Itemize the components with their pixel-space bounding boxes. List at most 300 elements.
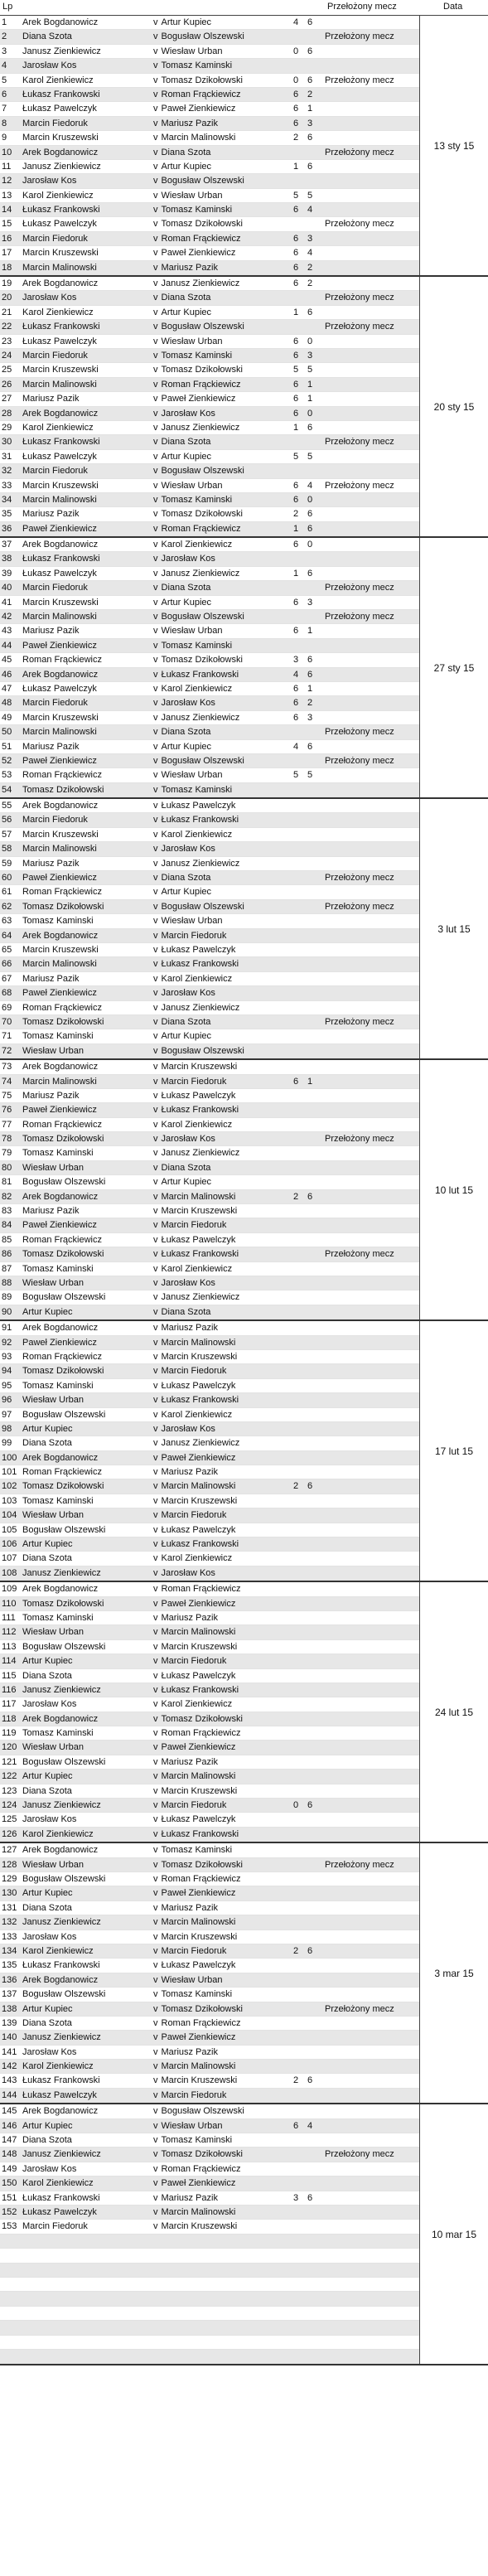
- home-player: Marcin Fiedoruk: [22, 698, 88, 709]
- table-row[interactable]: [0, 885, 488, 899]
- table-row[interactable]: [0, 1379, 488, 1393]
- away-player: [153, 1336, 294, 1350]
- table-row[interactable]: [0, 421, 488, 435]
- table-row[interactable]: [0, 493, 488, 507]
- away-player-name: Marcin Fiedoruk: [161, 1076, 227, 1087]
- home-player: Tomasz Kaminski: [22, 1031, 94, 1042]
- table-row[interactable]: [0, 74, 488, 88]
- table-row[interactable]: [0, 2017, 488, 2031]
- away-player: [153, 1625, 294, 1639]
- table-row[interactable]: [0, 320, 488, 334]
- score-home: 6: [292, 2120, 299, 2131]
- versus-marker: v: [153, 1524, 158, 1535]
- table-row[interactable]: [0, 479, 488, 493]
- away-player: [153, 1828, 294, 1842]
- match-number: 39: [2, 568, 12, 579]
- table-row[interactable]: [0, 2307, 488, 2321]
- table-row[interactable]: [0, 610, 488, 624]
- table-row[interactable]: [0, 1886, 488, 1901]
- match-number: 20: [2, 293, 12, 303]
- table-row[interactable]: [0, 828, 488, 842]
- home-player: Marcin Fiedoruk: [22, 118, 88, 128]
- table-row[interactable]: [0, 1611, 488, 1625]
- table-row[interactable]: [0, 1988, 488, 2002]
- table-row[interactable]: [0, 552, 488, 566]
- table-row[interactable]: [0, 1552, 488, 1566]
- table-row[interactable]: [0, 2235, 488, 2249]
- match-number: 143: [2, 2075, 17, 2086]
- table-row[interactable]: [0, 1799, 488, 1813]
- match-number: 119: [2, 1728, 17, 1739]
- home-player: Jarosław Kos: [22, 1814, 77, 1825]
- table-row[interactable]: [0, 2104, 488, 2118]
- away-player: [153, 450, 294, 464]
- table-row[interactable]: [0, 261, 488, 275]
- away-player-name: Marcin Fiedoruk: [161, 1945, 227, 1956]
- table-row[interactable]: [0, 16, 488, 30]
- home-player: Wiesław Urban: [22, 1627, 84, 1638]
- table-row[interactable]: [0, 2133, 488, 2147]
- table-row[interactable]: [0, 2177, 488, 2191]
- table-row[interactable]: [0, 2249, 488, 2263]
- table-row[interactable]: [0, 1683, 488, 1697]
- table-row[interactable]: [0, 768, 488, 782]
- table-row[interactable]: [0, 725, 488, 739]
- postponed-note: Przełożony mecz: [325, 1016, 394, 1027]
- score-away: 6: [307, 523, 313, 534]
- versus-marker: v: [153, 17, 158, 27]
- versus-marker: v: [153, 1423, 158, 1434]
- home-player: Wiesław Urban: [22, 1045, 84, 1056]
- versus-marker: v: [153, 2106, 158, 2117]
- home-player: Artur Kupiec: [22, 1423, 73, 1434]
- home-player: Marcin Malinowski: [22, 612, 97, 622]
- away-player-name: Paweł Zienkiewicz: [161, 1452, 236, 1463]
- away-player: [153, 2074, 294, 2088]
- match-number: 136: [2, 1974, 17, 1985]
- table-row[interactable]: [0, 1508, 488, 1523]
- score-away: 6: [307, 307, 313, 317]
- table-row[interactable]: [0, 2350, 488, 2364]
- table-row[interactable]: [0, 1233, 488, 1247]
- match-number: 82: [2, 1191, 12, 1202]
- table-row[interactable]: [0, 450, 488, 464]
- match-number: 95: [2, 1380, 12, 1391]
- score-away: 3: [307, 233, 313, 244]
- away-player: [153, 421, 294, 435]
- table-row[interactable]: [0, 464, 488, 478]
- table-row[interactable]: [0, 2046, 488, 2060]
- score-home: 6: [292, 262, 299, 273]
- score-home: 1: [292, 307, 299, 317]
- versus-marker: v: [153, 480, 158, 491]
- match-number: 2: [2, 31, 7, 42]
- away-player: [153, 1915, 294, 1930]
- table-row[interactable]: [0, 117, 488, 131]
- table-row[interactable]: [0, 1436, 488, 1450]
- table-row[interactable]: [0, 1625, 488, 1639]
- table-row[interactable]: [0, 349, 488, 363]
- table-row[interactable]: [0, 1597, 488, 1611]
- table-row[interactable]: [0, 900, 488, 914]
- table-row[interactable]: [0, 1944, 488, 1959]
- table-row[interactable]: [0, 1654, 488, 1668]
- away-player: [153, 1858, 294, 1872]
- away-player-name: Łukasz Pawelczyk: [161, 1090, 236, 1101]
- postponed-note: Przełożony mecz: [325, 2003, 394, 2014]
- versus-marker: v: [153, 1902, 158, 1913]
- away-player-name: Roman Frąckiewicz: [161, 1874, 241, 1884]
- table-row[interactable]: [0, 986, 488, 1000]
- table-row[interactable]: [0, 335, 488, 349]
- away-player-name: Tomasz Dzikołowski: [161, 1859, 243, 1870]
- table-row[interactable]: [0, 1408, 488, 1422]
- table-row[interactable]: [0, 363, 488, 377]
- table-row[interactable]: [0, 1393, 488, 1407]
- table-row[interactable]: [0, 1872, 488, 1886]
- table-row[interactable]: [0, 1089, 488, 1103]
- table-row[interactable]: [0, 1770, 488, 1784]
- match-number: 31: [2, 451, 12, 462]
- versus-marker: v: [153, 2221, 158, 2232]
- table-row[interactable]: [0, 1364, 488, 1378]
- match-number: 106: [2, 1539, 17, 1550]
- table-row[interactable]: [0, 1161, 488, 1175]
- match-number: 25: [2, 365, 12, 375]
- away-player-name: Roman Frąckiewicz: [161, 523, 241, 534]
- table-row[interactable]: [0, 45, 488, 59]
- table-row[interactable]: [0, 914, 488, 928]
- match-date: 17 lut 15: [419, 1321, 488, 1581]
- away-player-name: Marcin Malinowski: [161, 1191, 236, 1202]
- table-row[interactable]: [0, 1755, 488, 1770]
- table-row[interactable]: [0, 174, 488, 188]
- away-player: [153, 1669, 294, 1683]
- away-player-name: Diana Szota: [161, 437, 211, 448]
- table-row[interactable]: [0, 1029, 488, 1043]
- score-home: 0: [292, 1800, 299, 1811]
- table-row[interactable]: [0, 871, 488, 885]
- match-number: 12: [2, 176, 12, 186]
- table-row[interactable]: [0, 232, 488, 246]
- home-player: Arek Bogdanowicz: [22, 408, 99, 419]
- table-row[interactable]: [0, 1813, 488, 1827]
- away-player: [153, 1523, 294, 1537]
- table-row[interactable]: [0, 1001, 488, 1015]
- away-player: [153, 596, 294, 610]
- versus-marker: v: [153, 1859, 158, 1870]
- table-row[interactable]: [0, 2191, 488, 2206]
- table-row[interactable]: [0, 2031, 488, 2045]
- match-number: 23: [2, 336, 12, 346]
- table-row[interactable]: [0, 1901, 488, 1915]
- table-row[interactable]: [0, 1726, 488, 1741]
- home-player: Janusz Zienkiewicz: [22, 1684, 101, 1695]
- away-player: [153, 1044, 294, 1058]
- table-row[interactable]: [0, 2060, 488, 2074]
- home-player: Tomasz Dzikołowski: [22, 1598, 104, 1609]
- table-row[interactable]: [0, 1973, 488, 1988]
- away-player: [153, 2278, 294, 2292]
- table-row[interactable]: [0, 189, 488, 203]
- table-row[interactable]: [0, 1247, 488, 1261]
- table-row[interactable]: [0, 668, 488, 682]
- table-row[interactable]: [0, 2119, 488, 2133]
- score-home: 6: [292, 698, 299, 709]
- away-player: [153, 885, 294, 899]
- table-row[interactable]: [0, 538, 488, 552]
- table-row[interactable]: [0, 783, 488, 797]
- table-row[interactable]: [0, 1015, 488, 1029]
- match-number: 147: [2, 2135, 17, 2146]
- table-row[interactable]: [0, 1060, 488, 1074]
- table-row[interactable]: [0, 581, 488, 595]
- table-row[interactable]: [0, 1915, 488, 1930]
- home-player: Karol Zienkiewicz: [22, 2061, 94, 2072]
- table-row[interactable]: [0, 711, 488, 725]
- table-row[interactable]: [0, 1930, 488, 1944]
- away-player-name: Marcin Fiedoruk: [161, 1510, 227, 1521]
- table-row[interactable]: [0, 1321, 488, 1335]
- table-row[interactable]: [0, 2206, 488, 2220]
- match-week-group: [0, 1843, 488, 2104]
- away-player-name: Jarosław Kos: [161, 1134, 215, 1145]
- table-row[interactable]: [0, 754, 488, 768]
- table-row[interactable]: [0, 653, 488, 667]
- away-player-name: Tomasz Dzikołowski: [161, 75, 243, 85]
- match-number: 100: [2, 1452, 17, 1463]
- match-number: 15: [2, 219, 12, 230]
- table-row[interactable]: [0, 1669, 488, 1683]
- table-row[interactable]: [0, 1103, 488, 1117]
- table-row[interactable]: [0, 972, 488, 986]
- away-player: [153, 102, 294, 116]
- away-player: [153, 117, 294, 131]
- away-player-name: Wiesław Urban: [161, 190, 223, 201]
- away-player: [153, 1566, 294, 1581]
- match-number: 22: [2, 322, 12, 332]
- versus-marker: v: [153, 1684, 158, 1695]
- table-row[interactable]: [0, 1858, 488, 1872]
- away-player-name: Jarosław Kos: [161, 844, 215, 855]
- table-row[interactable]: [0, 2089, 488, 2103]
- table-row[interactable]: [0, 943, 488, 957]
- score-home: 3: [292, 655, 299, 666]
- table-row[interactable]: [0, 1582, 488, 1596]
- table-row[interactable]: [0, 1305, 488, 1319]
- match-number: 58: [2, 844, 12, 855]
- home-player: Paweł Zienkiewicz: [22, 1105, 97, 1116]
- table-row[interactable]: [0, 1566, 488, 1581]
- table-row[interactable]: [0, 1741, 488, 1755]
- versus-marker: v: [153, 133, 158, 143]
- versus-marker: v: [153, 176, 158, 186]
- score-home: 1: [292, 422, 299, 433]
- header-przelozony: Przełożony mecz: [327, 2, 397, 12]
- versus-marker: v: [153, 1828, 158, 1839]
- table-row[interactable]: [0, 2002, 488, 2017]
- table-row[interactable]: [0, 1697, 488, 1712]
- table-row[interactable]: [0, 146, 488, 160]
- table-row[interactable]: [0, 842, 488, 856]
- home-player: Wiesław Urban: [22, 1859, 84, 1870]
- away-player-name: Marcin Fiedoruk: [161, 2089, 227, 2100]
- versus-marker: v: [153, 1612, 158, 1623]
- table-row[interactable]: [0, 596, 488, 610]
- versus-marker: v: [153, 1627, 158, 1638]
- table-row[interactable]: [0, 2264, 488, 2278]
- away-player-name: Tomasz Dzikołowski: [161, 219, 243, 230]
- table-row[interactable]: [0, 217, 488, 231]
- home-player: Paweł Zienkiewicz: [22, 1337, 97, 1348]
- table-row[interactable]: [0, 1132, 488, 1146]
- table-row[interactable]: [0, 1075, 488, 1089]
- table-row[interactable]: [0, 1784, 488, 1799]
- table-row[interactable]: [0, 392, 488, 406]
- table-row[interactable]: [0, 1422, 488, 1436]
- table-row[interactable]: [0, 1262, 488, 1276]
- match-number: 18: [2, 262, 12, 273]
- table-row[interactable]: [0, 813, 488, 827]
- table-row[interactable]: [0, 857, 488, 871]
- table-row[interactable]: [0, 2162, 488, 2177]
- table-row[interactable]: [0, 1537, 488, 1552]
- table-row[interactable]: [0, 522, 488, 536]
- match-number: 75: [2, 1090, 12, 1101]
- away-player-name: Tomasz Kaminski: [161, 1989, 233, 2000]
- versus-marker: v: [153, 1670, 158, 1681]
- table-row[interactable]: [0, 59, 488, 73]
- table-row[interactable]: [0, 2321, 488, 2335]
- table-row[interactable]: [0, 1204, 488, 1218]
- table-row[interactable]: [0, 1146, 488, 1160]
- table-row[interactable]: [0, 567, 488, 581]
- table-row[interactable]: [0, 1175, 488, 1189]
- away-player: [153, 1944, 294, 1959]
- versus-marker: v: [153, 1598, 158, 1609]
- table-row[interactable]: [0, 1523, 488, 1537]
- table-row[interactable]: [0, 1465, 488, 1479]
- score-home: 5: [292, 770, 299, 781]
- away-player-name: Diana Szota: [161, 1016, 211, 1027]
- table-row[interactable]: [0, 1959, 488, 1973]
- home-player: Łukasz Pawelczyk: [22, 2089, 97, 2100]
- table-row[interactable]: [0, 1290, 488, 1305]
- home-player: Paweł Zienkiewicz: [22, 640, 97, 651]
- table-row[interactable]: [0, 624, 488, 638]
- table-row[interactable]: [0, 30, 488, 44]
- match-number: 27: [2, 394, 12, 404]
- table-row[interactable]: [0, 1118, 488, 1132]
- table-row[interactable]: [0, 696, 488, 710]
- match-number: 44: [2, 640, 12, 651]
- versus-marker: v: [153, 669, 158, 680]
- score-away: 1: [307, 394, 313, 404]
- table-row[interactable]: [0, 929, 488, 943]
- score-away: 2: [307, 278, 313, 289]
- table-row[interactable]: [0, 639, 488, 653]
- table-row[interactable]: [0, 1451, 488, 1465]
- table-row[interactable]: [0, 2147, 488, 2162]
- match-number: 1: [2, 17, 7, 27]
- table-row[interactable]: [0, 2278, 488, 2292]
- table-row[interactable]: [0, 1336, 488, 1350]
- versus-marker: v: [153, 219, 158, 230]
- table-row[interactable]: [0, 291, 488, 305]
- table-row[interactable]: [0, 1190, 488, 1204]
- score-home: 6: [292, 494, 299, 505]
- table-row[interactable]: [0, 1218, 488, 1232]
- table-row[interactable]: [0, 2336, 488, 2350]
- table-row[interactable]: [0, 507, 488, 521]
- table-row[interactable]: [0, 1712, 488, 1726]
- match-number: 121: [2, 1756, 17, 1767]
- away-player-name: Marcin Kruszewski: [161, 2075, 238, 2086]
- table-row[interactable]: [0, 131, 488, 145]
- table-row[interactable]: [0, 799, 488, 813]
- table-row[interactable]: [0, 102, 488, 116]
- versus-marker: v: [153, 873, 158, 884]
- table-row[interactable]: [0, 1276, 488, 1290]
- match-week-group: [0, 277, 488, 538]
- table-row[interactable]: [0, 1494, 488, 1508]
- home-player: Marcin Fiedoruk: [22, 2221, 88, 2232]
- table-row[interactable]: [0, 1479, 488, 1494]
- postponed-note: Przełożony mecz: [325, 293, 394, 303]
- score-away: 2: [307, 89, 313, 99]
- table-row[interactable]: [0, 2220, 488, 2234]
- table-row[interactable]: [0, 1828, 488, 1842]
- table-row[interactable]: [0, 1350, 488, 1364]
- away-player-name: Łukasz Frankowski: [161, 669, 239, 680]
- versus-marker: v: [153, 1292, 158, 1303]
- away-player: [153, 2162, 294, 2177]
- versus-marker: v: [153, 1584, 158, 1595]
- table-row[interactable]: [0, 407, 488, 421]
- table-row[interactable]: [0, 160, 488, 174]
- table-row[interactable]: [0, 2292, 488, 2306]
- away-player-name: Bogusław Olszewski: [161, 466, 244, 477]
- table-row[interactable]: [0, 88, 488, 102]
- table-row[interactable]: [0, 1640, 488, 1654]
- table-row[interactable]: [0, 2074, 488, 2088]
- table-row[interactable]: [0, 740, 488, 754]
- table-row[interactable]: [0, 682, 488, 696]
- table-row[interactable]: [0, 306, 488, 320]
- match-number: 45: [2, 655, 12, 666]
- table-row[interactable]: [0, 1044, 488, 1058]
- postponed-note: Przełożony mecz: [325, 219, 394, 230]
- table-row[interactable]: [0, 378, 488, 392]
- match-number: 117: [2, 1699, 17, 1710]
- versus-marker: v: [153, 640, 158, 651]
- versus-marker: v: [153, 1481, 158, 1492]
- table-row[interactable]: [0, 957, 488, 971]
- table-row[interactable]: [0, 277, 488, 291]
- table-row[interactable]: [0, 203, 488, 217]
- table-row[interactable]: [0, 246, 488, 260]
- versus-marker: v: [153, 1177, 158, 1188]
- home-player: Arek Bogdanowicz: [22, 1191, 99, 1202]
- table-row[interactable]: [0, 435, 488, 449]
- match-number: 24: [2, 350, 12, 361]
- match-number: 93: [2, 1351, 12, 1362]
- match-number: 141: [2, 2046, 17, 2057]
- table-row[interactable]: [0, 1843, 488, 1857]
- away-player: [153, 1813, 294, 1827]
- match-number: 129: [2, 1874, 17, 1884]
- away-player: [153, 1247, 294, 1261]
